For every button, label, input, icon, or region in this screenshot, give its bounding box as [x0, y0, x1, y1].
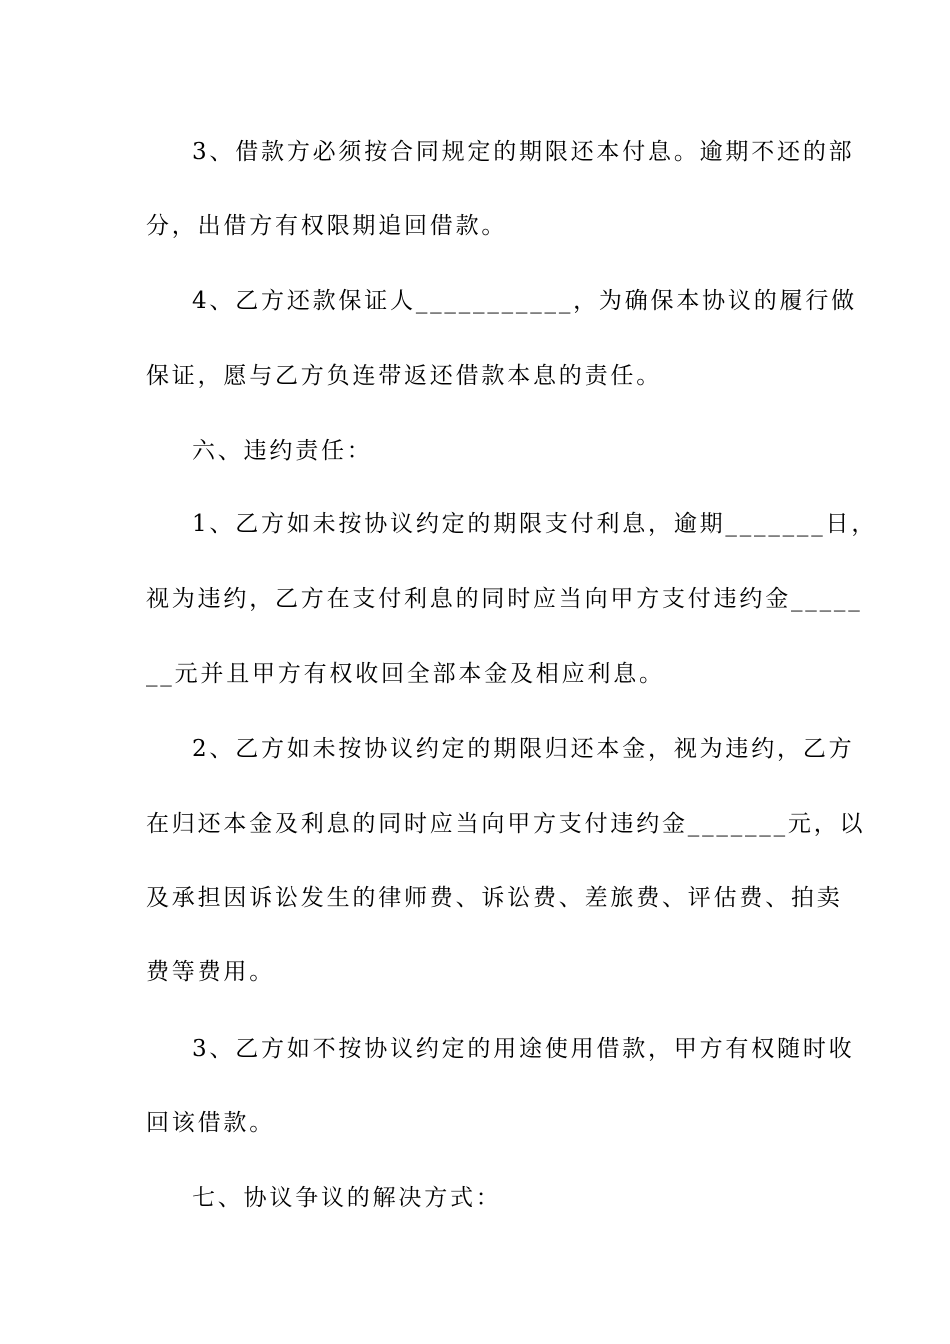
paragraph-line: 及承担因诉讼发生的律师费、诉讼费、差旅费、评估费、拍卖 — [146, 885, 843, 911]
paragraph-line: 费等费用。 — [146, 959, 275, 985]
paragraph-line: 回该借款。 — [146, 1110, 275, 1136]
paragraph-line: 在归还本金及利息的同时应当向甲方支付违约金_______元，以 — [146, 811, 866, 837]
section-heading: 七、协议争议的解决方式： — [192, 1185, 502, 1211]
section-heading: 六、违约责任： — [192, 438, 373, 464]
paragraph-line: __元并且甲方有权收回全部本金及相应利息。 — [146, 661, 665, 687]
paragraph-line: 1、乙方如未按协议约定的期限支付利息，逾期_______日， — [192, 511, 878, 537]
paragraph-line: 3、乙方如不按协议约定的用途使用借款，甲方有权随时收 — [192, 1036, 855, 1062]
paragraph-line: 保证，愿与乙方负连带返还借款本息的责任。 — [146, 363, 662, 389]
paragraph-line: 4、乙方还款保证人___________，为确保本协议的履行做 — [192, 288, 857, 314]
paragraph-line: 3、借款方必须按合同规定的期限还本付息。逾期不还的部 — [192, 139, 855, 165]
paragraph-line: 视为违约，乙方在支付利息的同时应当向甲方支付违约金_____ — [146, 586, 863, 612]
paragraph-line: 2、乙方如未按协议约定的期限归还本金，视为违约，乙方 — [192, 736, 855, 762]
paragraph-line: 分，出借方有权限期追回借款。 — [146, 213, 508, 239]
